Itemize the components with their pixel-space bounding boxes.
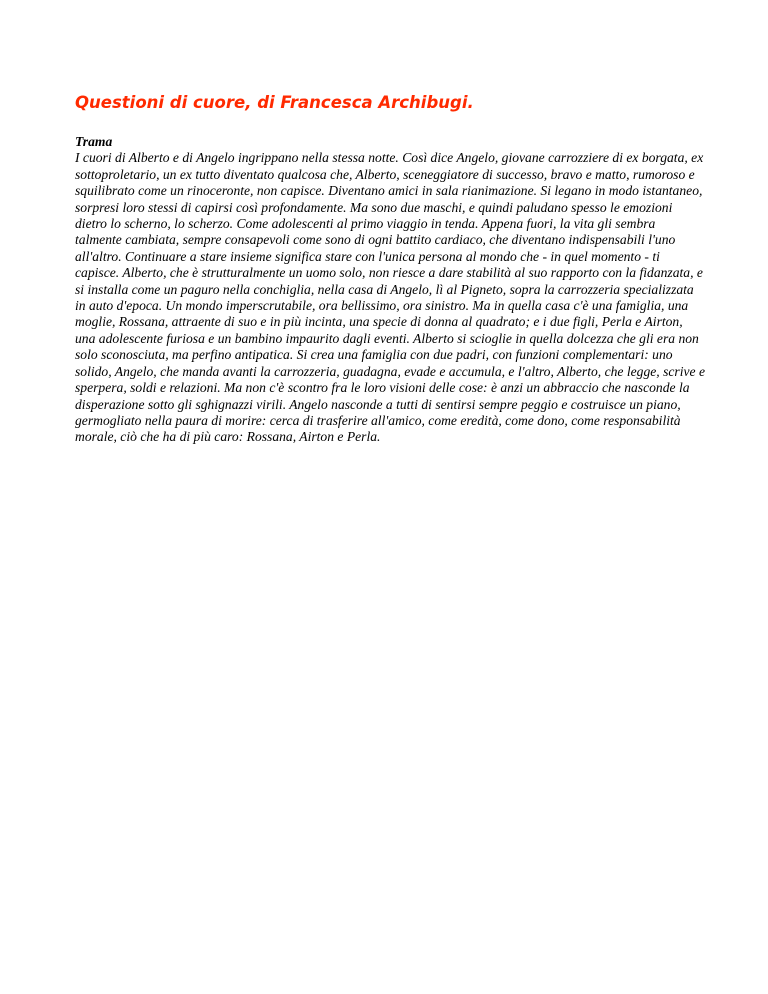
plot-text: I cuori di Alberto e di Angelo ingrippano nella stessa notte. Così dice Angelo, giovane carrozziere di ex borgata, ex sottoproletario, un ex tutto diventato qualcosa che, Alberto, sceneggiatore di successo, bravo e matto, rumoroso e squilibrato come un rinoceronte, non capisce. Diventano amici in sala rianimazione. Si legano in modo istantaneo, sorpresi loro stessi di capirsi così profondamente. Ma sono due maschi, e quindi paludano spesso le emozioni dietro lo scherno, lo scherzo. Come adolescenti al primo viaggio in tenda. Appena fuori, la vita gli sembra talmente cambiata, sempre consapevoli come sono di ogni battito cardiaco, che diventano indispensabili l'uno all'altro. Continuare a stare insieme significa stare con l'unica persona al mondo che - in quel momento - ti capisce. Alberto, che è strutturalmente un uomo solo, non riesce a dare stabilità al suo rapporto con la fidanzata, e si installa come un paguro nella conchiglia, nella casa di Angelo, lì al Pigneto, sopra la carrozzeria specializzata in auto d'epoca. Un mondo imperscrutabile, ora bellissimo, ora sinistro. Ma in quella casa c'è una famiglia, una moglie, Rossana, attraente di suo e in più incinta, una specie di donna al quadrato; e i due figli, Perla e Airton, una adolescente furiosa e un bambino impaurito dagli eventi. Alberto si scioglie in quella dolcezza che gli era non solo sconosciuta, ma perfino antipatica. Si crea una famiglia con due padri, con funzioni complementari: uno solido, Angelo, che manda avanti la carrozzeria, guadagna, evade e accumula, e l'altro, Alberto, che legge, scrive e sperpera, soldi e relazioni. Ma non c'è scontro fra le loro visioni delle cose: è anzi un abbraccio che nasconde la disperazione sotto gli sghignazzi virili. Angelo nasconde a tutti di sentirsi sempre peggio e costruisce un piano, germogliato nella paura di morire: cerca di trasferire all'amico, come eredità, come dono, come responsabilità morale, ciò che ha di più caro: Rossana, Airton e Perla.: [75, 150, 705, 445]
section-heading: Trama: [75, 134, 113, 149]
document-page: [75, 92, 705, 446]
plot-section: [75, 134, 705, 446]
page-title: Questioni di cuore, di Francesca Archibugi.: [75, 93, 474, 112]
